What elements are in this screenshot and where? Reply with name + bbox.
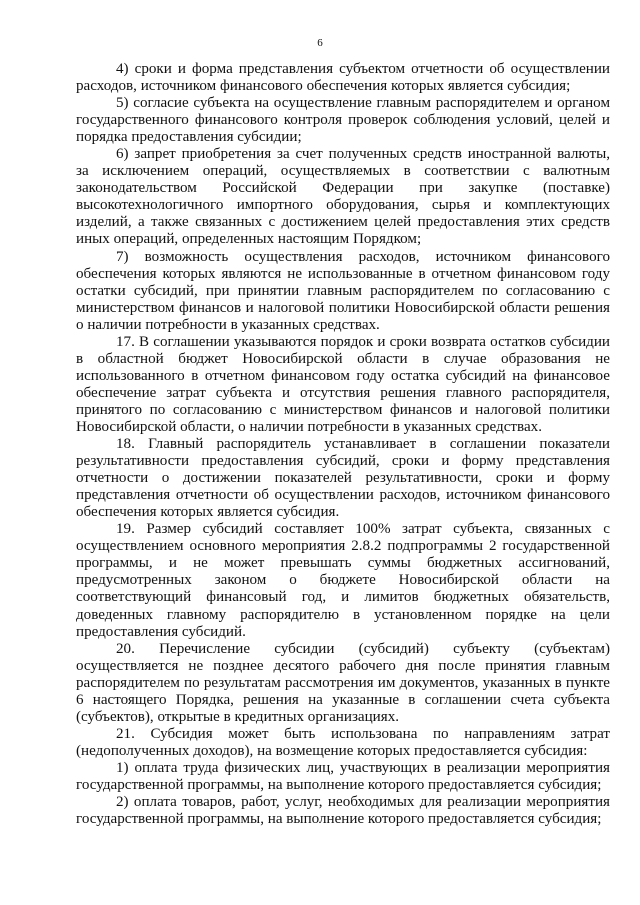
paragraph-clause-17: 17. В соглашении указываются порядок и сроки возврата остатков субсидии в областной бюджет Новосибирской области в случае образования не использованного в отчетном финансовом году остатка субсидий на финансовое обеспечение затрат субъекта и отсутствия решения главного распорядителя, принятого по согласованию с министерством финансов и налоговой политики Новосибирской области, о наличии потребности в указанных средствах. <box>76 333 610 435</box>
paragraph-item-21-2: 2) оплата товаров, работ, услуг, необходимых для реализации мероприятия государственной программы, на выполнение которого предоставляется субсидия; <box>76 794 610 828</box>
paragraph-clause-18: 18. Главный распорядитель устанавливает в соглашении показатели результативности предоставления субсидий, сроки и форму представления отчетности о достижении показателей результативности, сроки и форму представления отчетности об осуществлении расходов, источником финансового обеспечения которых является субсидия. <box>76 436 610 521</box>
page-number: 6 <box>317 37 323 49</box>
paragraph-clause-20: 20. Перечисление субсидии (субсидий) субъекту (субъектам) осуществляется не позднее десятого рабочего дня после принятия главным распорядителем по результатам рассмотрения им документов, указанных в пункте 6 настоящего Порядка, решения на указанные в соглашении счета субъекта (субъектов), открытые в кредитных организациях. <box>76 640 610 725</box>
paragraph-item-4: 4) сроки и форма представления субъектом отчетности об осуществлении расходов, источником финансового обеспечения которых является субсидия; <box>76 61 610 95</box>
document-body <box>76 61 610 828</box>
paragraph-item-6: 6) запрет приобретения за счет полученных средств иностранной валюты, за исключением операций, осуществляемых в соответствии с валютным законодательством Российской Федерации при закупке (поставке) высокотехнологичного импортного оборудования, сырья и комплектующих изделий, а также связанных с достижением целей предоставления этих средств иных операций, определенных настоящим Порядком; <box>76 146 610 248</box>
paragraph-item-5: 5) согласие субъекта на осуществление главным распорядителем и органом государственного финансового контроля проверок соблюдения условий, целей и порядка предоставления субсидии; <box>76 95 610 146</box>
paragraph-clause-19: 19. Размер субсидий составляет 100% затрат субъекта, связанных с осуществлением основного мероприятия 2.8.2 подпрограммы 2 государственной программы, и не может превышать суммы бюджетных ассигнований, предусмотренных законом о бюджете Новосибирской области на соответствующий финансовый год, и лимитов бюджетных обязательств, доведенных главному распорядителю в установленном порядке на цели предоставления субсидий. <box>76 521 610 640</box>
paragraph-clause-21: 21. Субсидия может быть использована по направлениям затрат (недополученных доходов), на возмещение которых предоставляется субсидия: <box>76 725 610 759</box>
paragraph-item-7: 7) возможность осуществления расходов, источником финансового обеспечения которых являются не использованные в отчетном финансовом году остатки субсидий, при принятии главным распорядителем по согласованию с министерством финансов и налоговой политики Новосибирской области решения о наличии потребности в указанных средствах. <box>76 248 610 333</box>
paragraph-item-21-1: 1) оплата труда физических лиц, участвующих в реализации мероприятия государственной программы, на выполнение которого предоставляется субсидия; <box>76 759 610 793</box>
